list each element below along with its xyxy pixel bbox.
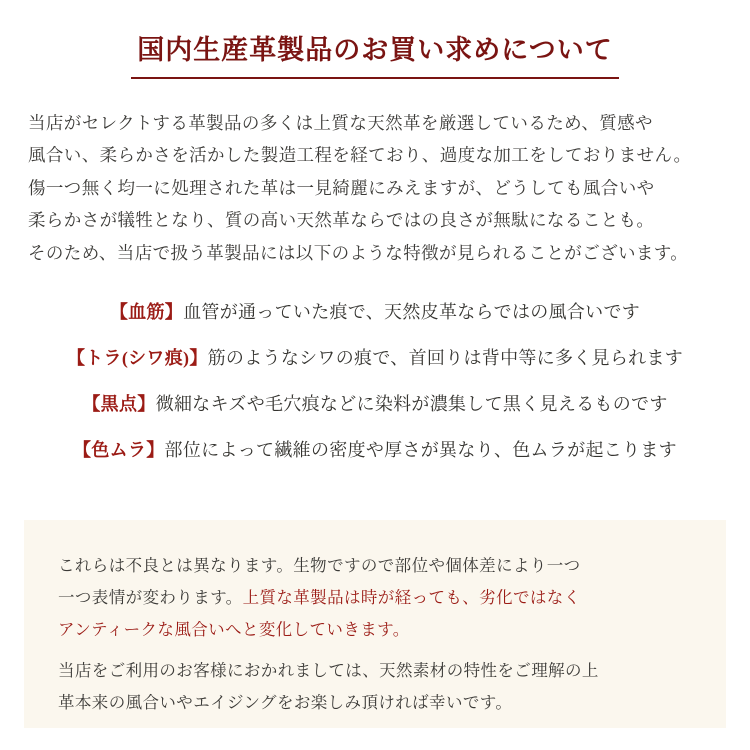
feature-description: 部位によって繊維の密度や厚さが異なり、色ムラが起こります	[164, 440, 677, 461]
note-line	[58, 582, 692, 614]
note-line: これらは不良とは異なります。生物ですので部位や個体差により一つ	[58, 556, 581, 575]
note-line: 革本来の風合いやエイジングをお楽しみ頂ければ幸いです。	[58, 692, 513, 712]
intro-line: そのため、当店で扱う革製品には以下のような特徴が見られることがございます。	[28, 242, 689, 263]
feature-item	[26, 299, 724, 325]
feature-tag: 【黒点】	[82, 394, 156, 415]
feature-description: 微細なキズや毛穴痕などに染料が濃集して黒く見えるものです	[155, 394, 668, 415]
closing-note-box	[24, 520, 726, 728]
page-title: 国内生産革製品のお買い求めについて	[131, 26, 618, 79]
feature-tag: 【トラ(シワ痕)】	[66, 347, 208, 368]
feature-item	[26, 345, 724, 371]
intro-line: 当店がセレクトする革製品の多くは上質な天然革を厳選しているため、質感や	[28, 113, 653, 133]
feature-tag: 【色ムラ】	[73, 440, 165, 461]
intro-line: 傷一つ無く均一に処理された革は一見綺麗にみえますが、どうしても風合いや	[28, 177, 655, 198]
note-line-highlight: アンティークな風合いへと変化していきます。	[58, 620, 410, 640]
note-line-plain: 一つ表情が変わります。	[58, 588, 243, 608]
feature-tag: 【血筋】	[109, 301, 184, 322]
feature-list	[24, 299, 726, 463]
feature-description: 血管が通っていた痕で、天然皮革ならではの風合いです	[183, 301, 641, 322]
page-title-container	[24, 26, 726, 79]
note-line-highlight: 上質な革製品は時が経っても、劣化ではなく	[242, 588, 581, 608]
intro-line: 柔らかさが犠牲となり、質の高い天然革ならではの良さが無駄になることも。	[28, 210, 655, 231]
note-line: 当店をご利用のお客様におかれましては、天然素材の特性をご理解の上	[58, 660, 599, 680]
feature-item	[26, 391, 724, 417]
feature-description: 筋のようなシワの痕で、首回りは背中等に多く見られます	[207, 347, 684, 368]
intro-paragraph	[24, 107, 726, 269]
feature-item	[26, 437, 724, 463]
note-line	[58, 614, 692, 646]
intro-line: 風合い、柔らかさを活かした製造工程を経ており、過度な加工をしておりません。	[28, 145, 692, 166]
note-spacer	[58, 647, 692, 655]
